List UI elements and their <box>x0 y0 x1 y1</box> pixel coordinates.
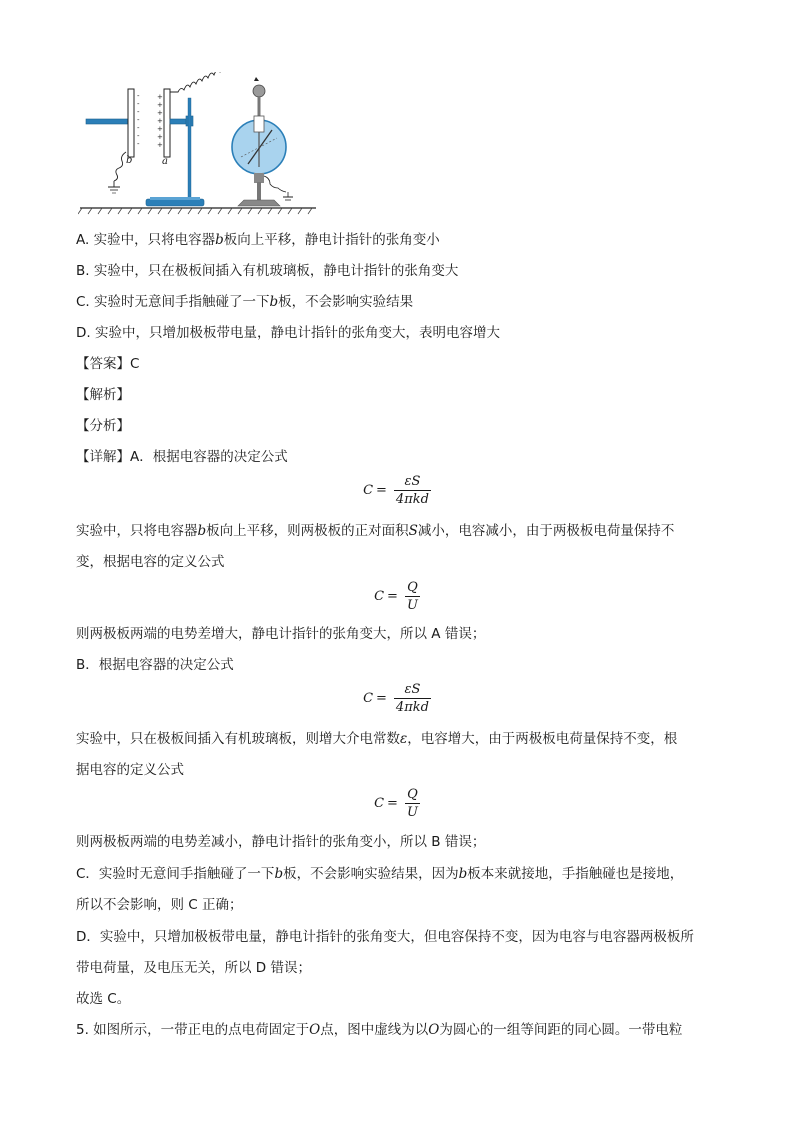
fenxi-heading: 【分析】 <box>76 418 130 434</box>
option-c: C. 实验时无意间手指触碰了一下b板，不会影响实验结果 <box>76 294 414 310</box>
capacitance-formula: C = $\frac{\varepsilon S}{\text{4πkd}}$ <box>363 682 429 715</box>
capacitance-definition-formula: C = $\frac{Q}{U}$ <box>374 580 418 613</box>
option-a: A. 实验中，只将电容器b板向上平移，静电计指针的张角变小 <box>76 232 440 248</box>
analysis-heading: 【解析】 <box>76 387 130 403</box>
para-a1: 实验中，只将电容器b板向上平移，则两极板的正对面积S减小，电容减小，由于两极板电荷量保持不 <box>76 523 675 539</box>
capacitance-definition-formula: C = $\frac{Q}{U}$ <box>374 787 418 820</box>
minus-charge-mark: - <box>137 140 140 148</box>
para-a3: 则两极板两端的电势差增大，静电计指针的张角变大，所以 A 错误； <box>76 626 486 642</box>
plus-charge-mark: + <box>157 117 163 125</box>
plus-charge-mark: + <box>157 101 163 109</box>
plus-charge-mark: + <box>157 109 163 117</box>
minus-charge-mark: - <box>137 108 140 116</box>
para-b1: 实验中，只在极板间插入有机玻璃板，则增大介电常数ε，电容增大，由于两极板电荷量保持不变，根 <box>76 731 678 747</box>
plus-charge-mark: + <box>157 93 163 101</box>
plate-b <box>128 89 134 157</box>
para-b2: 据电容的定义公式 <box>76 762 184 778</box>
detail-a-intro: 【详解】A．根据电容器的决定公式 <box>76 449 288 465</box>
minus-charge-mark: - <box>137 124 140 132</box>
plus-charge-mark: + <box>157 141 163 149</box>
option-b: B. 实验中，只在极板间插入有机玻璃板，静电计指针的张角变大 <box>76 263 459 279</box>
para-a2: 变，根据电容的定义公式 <box>76 554 225 570</box>
answer-line: 【答案】C <box>76 356 140 372</box>
option-d: D. 实验中，只增加极板带电量，静电计指针的张角变大，表明电容增大 <box>76 325 500 341</box>
plate-b-label: b <box>126 155 133 166</box>
minus-charge-mark: - <box>137 92 140 100</box>
plate-a <box>164 89 170 157</box>
para-c1: C．实验时无意间手指触碰了一下b板，不会影响实验结果，因为b板本来就接地，手指触碰也是接地， <box>76 866 684 882</box>
para-b3: 则两极板两端的电势差减小，静电计指针的张角变小，所以 B 错误； <box>76 834 486 850</box>
next-question: 5. 如图所示，一带正电的点电荷固定于O点，图中虚线为以O为圆心的一组等间距的同心圆。一带电粒 <box>76 1022 683 1038</box>
conclusion: 故选 C。 <box>76 991 131 1007</box>
para-d2: 带电荷量，及电压无关，所以 D 错误； <box>76 960 311 976</box>
para-d1: D．实验中，只增加极板带电量，静电计指针的张角变大，但电容保持不变，因为电容与电容器两极板所 <box>76 929 694 945</box>
plus-charge-mark: + <box>157 133 163 141</box>
minus-charge-mark: - <box>137 100 140 108</box>
capacitance-formula: C = $\frac{\varepsilon S}{\text{4πkd}}$ <box>363 474 429 507</box>
para-c2: 所以不会影响，则 C 正确； <box>76 897 243 913</box>
plate-a-label: a <box>162 156 168 167</box>
detail-b-intro: B．根据电容器的决定公式 <box>76 657 234 673</box>
plus-charge-mark: + <box>157 125 163 133</box>
minus-charge-mark: - <box>137 116 140 124</box>
minus-charge-mark: - <box>137 132 140 140</box>
capacitor-electroscope-figure <box>78 72 318 217</box>
